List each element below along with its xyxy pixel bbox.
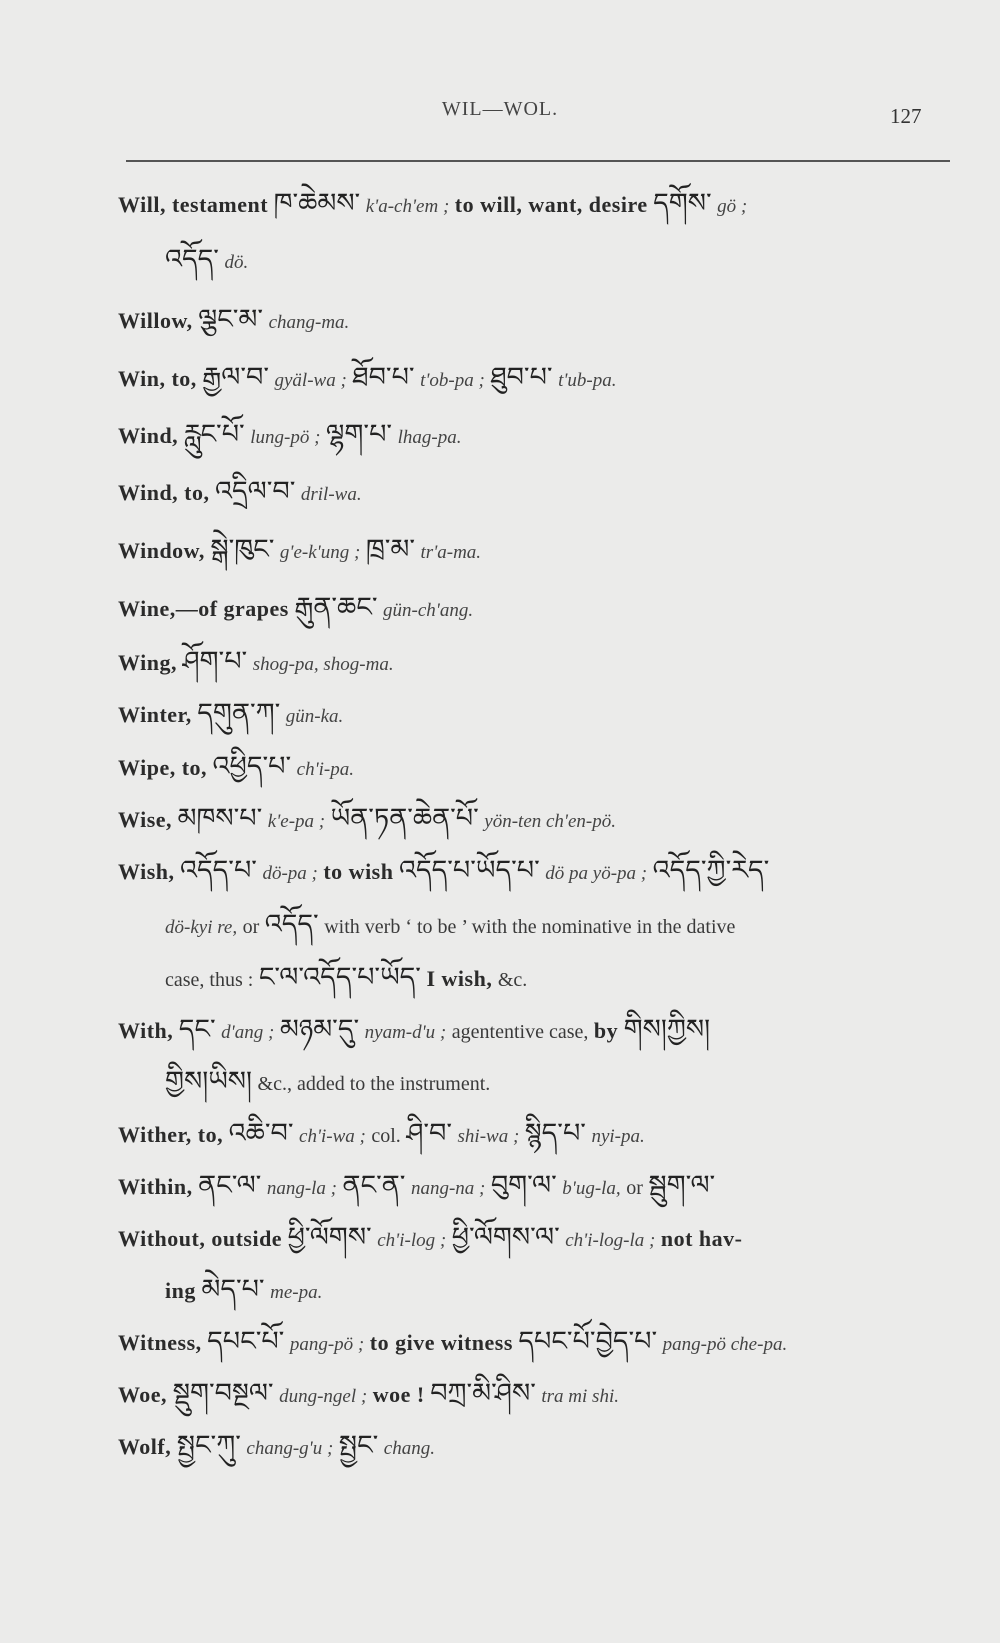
entry-with [118, 1002, 953, 1060]
tibetan-term: ཁྲ་མ་ [365, 534, 416, 564]
tibetan-term: བུག་ལ་ [490, 1170, 557, 1200]
romanization: chang. [383, 1438, 435, 1459]
tibetan-term: དགོས་ [653, 188, 712, 218]
romanization: dö pa yö-pa ; [545, 863, 648, 884]
text: case, thus : [165, 969, 254, 991]
entry-will [118, 176, 953, 234]
tibetan-term: ཡོན་ཏན་ཆེན་པོ་ [330, 803, 479, 833]
romanization: ch'i-pa. [296, 759, 355, 780]
romanization: nyam-d'u ; [364, 1022, 447, 1043]
definition: I wish, [426, 966, 493, 991]
entry-wish-continued-2 [165, 950, 527, 1007]
romanization: chang-ma. [268, 312, 350, 333]
entry-wise [118, 791, 953, 849]
text: or [242, 916, 260, 938]
headword: Witness, [118, 1330, 202, 1355]
romanization: dö. [224, 252, 249, 273]
headword: Wolf, [118, 1434, 172, 1459]
headword: Winter, [118, 702, 192, 727]
tibetan-term: སྤྱང་ཀུ་ [176, 1430, 241, 1460]
entry-without-continued [165, 1262, 322, 1320]
entry-witness [118, 1314, 953, 1372]
headword: Willow, [118, 308, 193, 333]
running-head: WIL—WOL. [441, 98, 559, 120]
entry-window [118, 522, 953, 580]
romanization: yön-ten ch'en-pö. [484, 811, 617, 832]
headword: Will, testament [118, 192, 269, 217]
romanization: nyi-pa. [591, 1126, 645, 1147]
definition: to wish [323, 859, 394, 884]
headword: Wither, to, [118, 1122, 224, 1147]
headword: Wind, [118, 423, 179, 448]
entry-win [118, 350, 953, 408]
romanization: g'e-k'ung ; [279, 542, 361, 563]
romanization: ch'i-log ; [377, 1230, 447, 1251]
tibetan-term: སྦུག་ལ་ [648, 1170, 716, 1200]
tibetan-term: འདོད་པ་ [180, 855, 257, 885]
definition: woe ! [372, 1382, 425, 1407]
romanization: nang-la ; [266, 1178, 337, 1199]
headword: Without, outside [118, 1226, 283, 1251]
headword: Woe, [118, 1382, 168, 1407]
tibetan-term: མཉམ་དུ་ [279, 1014, 360, 1044]
romanization: chang-g'u ; [246, 1438, 334, 1459]
romanization: gö ; [717, 196, 748, 217]
headword: Wise, [118, 807, 173, 832]
entry-willow [118, 292, 953, 350]
entry-winter [118, 686, 953, 744]
text: or [626, 1177, 643, 1199]
tibetan-term: འདོད་ [264, 909, 319, 939]
entry-wish-continued [165, 897, 735, 955]
tibetan-term: ང་ལ་འདོད་པ་ཡོད་ [258, 962, 421, 992]
entry-wind [118, 407, 953, 465]
tibetan-term: མཁས་པ་ [177, 803, 263, 833]
tibetan-term: འདོད་ [165, 244, 219, 274]
romanization: tr'a-ma. [420, 542, 482, 563]
romanization: lhag-pa. [397, 427, 462, 448]
romanization: shi-wa ; [457, 1126, 520, 1147]
tibetan-term: དགུན་ཀ་ [197, 698, 281, 728]
entry-wolf [118, 1418, 953, 1476]
definition: to will, want, desire [454, 192, 648, 217]
definition: to give witness [369, 1330, 513, 1355]
tibetan-term: ཁ་ཆེམས་ [273, 188, 361, 218]
romanization: d'ang ; [221, 1022, 275, 1043]
entry-wine [118, 580, 953, 638]
tibetan-term: ལྕང་མ་ [198, 304, 264, 334]
headword: Within, [118, 1174, 193, 1199]
text: col. [371, 1125, 401, 1147]
tibetan-term: མེད་པ་ [201, 1274, 265, 1304]
headword: Wing, [118, 650, 177, 675]
tibetan-term: རླུང་པོ་ [183, 419, 245, 449]
tibetan-term: ཤོག་པ་ [182, 646, 248, 676]
text: &c. [497, 969, 528, 991]
header-rule [126, 160, 950, 162]
romanization: b'ug-la, [562, 1178, 621, 1199]
definition: ing [165, 1278, 196, 1303]
entry-wing [118, 634, 953, 692]
romanization: k'a-ch'em ; [365, 196, 450, 217]
romanization: k'e-pa ; [267, 811, 326, 832]
romanization: t'ob-pa ; [420, 370, 485, 391]
romanization: dö-kyi re, [165, 917, 238, 938]
headword: Wind, to, [118, 480, 210, 505]
tibetan-term: སྡུག་བསྔལ་ [172, 1378, 274, 1408]
headword: Window, [118, 538, 205, 563]
tibetan-term: ཤི་བ་ [406, 1118, 453, 1148]
headword: Wish, [118, 859, 175, 884]
headword: Wine,—of grapes [118, 596, 289, 621]
entry-will-continued [165, 232, 248, 290]
tibetan-term: སྤྱང་ [338, 1430, 379, 1460]
romanization: gyäl-wa ; [274, 370, 347, 391]
tibetan-term: གིས།ཀྱིས། [623, 1014, 711, 1044]
tibetan-term: འཆི་བ་ [228, 1118, 294, 1148]
romanization: me-pa. [270, 1282, 323, 1303]
text: with verb ‘ to be ’ with the nominative in the dative [324, 916, 736, 938]
tibetan-term: འདྲིལ་བ་ [215, 476, 296, 506]
entry-with-continued [165, 1054, 490, 1111]
romanization: gün-ka. [285, 706, 344, 727]
definition: by [593, 1018, 619, 1043]
tibetan-term: འཕྱིད་པ་ [212, 751, 292, 781]
romanization: dö-pa ; [262, 863, 318, 884]
tibetan-term: དང་ [178, 1014, 216, 1044]
headword: With, [118, 1018, 174, 1043]
romanization: ch'i-log-la ; [565, 1230, 656, 1251]
tibetan-term: རྒུན་ཆང་ [294, 592, 378, 622]
tibetan-term: རྒྱལ་བ་ [202, 362, 269, 392]
tibetan-term: ཕྱི་ལོགས་ [287, 1222, 372, 1252]
tibetan-term: ནང་ལ་ [198, 1170, 262, 1200]
romanization: gün-ch'ang. [383, 600, 474, 621]
tibetan-term: ནང་ན་ [342, 1170, 406, 1200]
tibetan-term: འདོད་ཀྱི་རེད་ [652, 855, 770, 885]
entry-without [118, 1210, 953, 1268]
tibetan-term: ལྷག་པ་ [325, 419, 393, 449]
tibetan-term: དཔང་པོ་བྱེད་པ་ [518, 1326, 658, 1356]
tibetan-term: ཐུབ་པ་ [490, 362, 553, 392]
definition: not hav- [660, 1226, 743, 1251]
romanization: t'ub-pa. [558, 370, 617, 391]
tibetan-term: སྒེ་ཁུང་ [210, 534, 275, 564]
romanization: shog-pa, shog-ma. [252, 654, 394, 675]
romanization: pang-pö che-pa. [662, 1334, 788, 1355]
romanization: lung-pö ; [250, 427, 321, 448]
headword: Win, to, [118, 366, 197, 391]
tibetan-term: འདོད་པ་ཡོད་པ་ [398, 855, 540, 885]
entry-wipe [118, 739, 953, 797]
entry-woe [118, 1366, 953, 1424]
romanization: dril-wa. [300, 484, 362, 505]
tibetan-term: སྙིད་པ་ [524, 1118, 586, 1148]
romanization: nang-na ; [410, 1178, 486, 1199]
page-number: 127 [890, 104, 922, 128]
headword: Wipe, to, [118, 755, 208, 780]
text: &c., added to the instrument. [257, 1073, 491, 1095]
romanization: pang-pö ; [289, 1334, 365, 1355]
tibetan-term: ཕྱི་ལོགས་ལ་ [451, 1222, 560, 1252]
tibetan-term: ཐོབ་པ་ [352, 362, 415, 392]
romanization: dung-ngel ; [279, 1386, 368, 1407]
romanization: ch'i-wa ; [299, 1126, 366, 1147]
entry-within [118, 1158, 953, 1216]
tibetan-term: གྱིས།ཡིས། [165, 1066, 253, 1096]
entry-wither [118, 1106, 953, 1164]
tibetan-term: བཀྲ་མི་ཤིས་ [430, 1378, 536, 1408]
romanization: tra mi shi. [541, 1386, 619, 1407]
entry-wind-to [118, 464, 953, 522]
entry-wish [118, 843, 953, 901]
text: agententive case, [451, 1021, 589, 1043]
tibetan-term: དཔང་པོ་ [207, 1326, 285, 1356]
